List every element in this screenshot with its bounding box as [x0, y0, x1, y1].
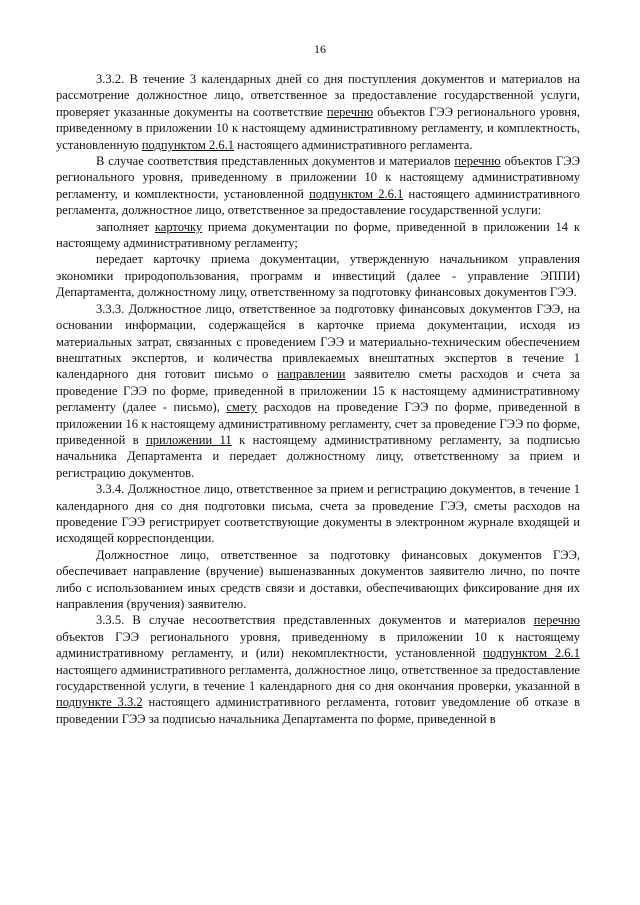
paragraph-text: настоящего административного регламента. — [234, 137, 473, 152]
paragraph-text: настоящего административного регламента, должностное лицо, ответственное за предоставление государственной услуги: — [56, 186, 581, 218]
paragraph-p3 — [56, 219, 580, 252]
reference-link[interactable]: направлении — [277, 367, 346, 382]
paragraph-text: объектов ГЭЭ регионального уровня, приведенному в приложении 10 к настоящему административному регламенту, и (или) некомплектности, установленной — [56, 629, 580, 661]
paragraph-text: 3.3.5. В случае несоответствия представленных документов и материалов — [96, 613, 534, 628]
reference-link[interactable]: перечню — [533, 613, 580, 628]
paragraph-text: настоящего административного регламента, готовит уведомление об отказе в проведении ГЭЭ за подписью начальника Департамента по форме, приведенной в — [56, 695, 580, 726]
paragraph-text: расходов на проведение ГЭЭ по форме, приведенной в приложении 16 к настоящему административному регламенту, счет за проведение ГЭЭ по форме, приведенной в — [56, 400, 580, 447]
page-number: 16 — [314, 42, 326, 56]
paragraph-text: 3.3.3. Должностное лицо, ответственное за подготовку финансовых документов ГЭЭ, на основании информации, содержащейся в карточке приема документации, исходя из материальных затрат, связанных с проведением ГЭЭ и материально-техническим обеспечением внештатных экспертов, и количества привлекаемых внештатных экспертов в течение 1 календарного дня готовит письмо о — [56, 301, 580, 382]
reference-link[interactable]: карточку — [154, 219, 203, 234]
paragraph-text: настоящего административного регламента, должностное лицо, ответственное за предоставление государственной услуги, в течение 1 календарного дня со дня окончания проверки, указанной в — [56, 662, 580, 694]
paragraph-text: передает карточку приема документации, утвержденную начальником управления экономики природопользования, программ и инвестиций (далее - управление ЭППИ) Департамента, должностному лицу, ответственному за подготовку финансовых документов ГЭЭ. — [56, 252, 580, 300]
paragraph-text: Должностное лицо, ответственное за подготовку финансовых документов ГЭЭ, обеспечивает направление (вручение) вышеназванных документов заявителю лично, по почте либо с использованием иных средств связи и доставки, обеспечивающих фиксирование дня их направления (вручения) заявителю. — [56, 547, 580, 611]
reference-link[interactable]: смету — [226, 400, 257, 415]
reference-link[interactable]: подпунктом 2.6.1 — [309, 186, 404, 201]
paragraph-text: приема документации по форме, приведенной в приложении 14 к настоящему административному регламенту; — [56, 219, 580, 251]
reference-link[interactable]: приложении 11 — [146, 432, 232, 447]
paragraph-text: 3.3.2. В течение 3 календарных дней со дня поступления документов и материалов на рассмотрение должностное лицо, ответственное за предоставление государственной услуги, проверяет указанные документы на соответствие — [56, 72, 580, 119]
paragraph-p1 — [56, 71, 580, 153]
paragraph-p2 — [56, 153, 580, 219]
paragraph-text: заявителю сметы расходов и счета за проведение ГЭЭ по форме, приведенной в приложении 15 к настоящему административному регламенту (далее - письмо), — [56, 367, 580, 415]
paragraph-text: 3.3.4. Должностное лицо, ответственное за прием и регистрацию документов, в течение 1 календарного дня со дня подготовки письма, счета за проведение ГЭЭ, сметы расходов на проведение ГЭЭ регистрирует соответствующие документы в электронном журнале входящей и исходящей корреспонденции. — [56, 482, 580, 546]
paragraph-p4 — [56, 251, 580, 300]
reference-link[interactable]: подпунктом 2.6.1 — [483, 646, 580, 661]
paragraph-text: объектов ГЭЭ регионального уровня, приведенному в приложении 10 к настоящему административному регламенту, и комплектность, установленную — [56, 104, 581, 152]
reference-link[interactable]: перечню — [454, 154, 501, 169]
paragraph-p8 — [56, 612, 580, 727]
paragraph-text: В случае соответствия представленных документов и материалов — [96, 154, 455, 169]
reference-link[interactable]: подпункте 3.3.2 — [56, 695, 143, 710]
reference-link[interactable]: перечню — [326, 104, 374, 119]
paragraph-text: объектов ГЭЭ регионального уровня, приведенному в приложении 10 к настоящему административному регламенту, и комплектности, установленной — [56, 154, 580, 201]
reference-link[interactable]: подпунктом 2.6.1 — [141, 137, 235, 152]
paragraph-text: к настоящему административному регламенту, за подписью начальника Департамента и передает должностному лицу, ответственному за прием и регистрацию документов. — [56, 432, 581, 480]
paragraph-p6 — [56, 481, 580, 547]
paragraph-text: заполняет — [96, 219, 155, 234]
paragraph-p5 — [56, 301, 580, 481]
document-body — [56, 71, 580, 727]
paragraph-p7 — [56, 547, 580, 613]
